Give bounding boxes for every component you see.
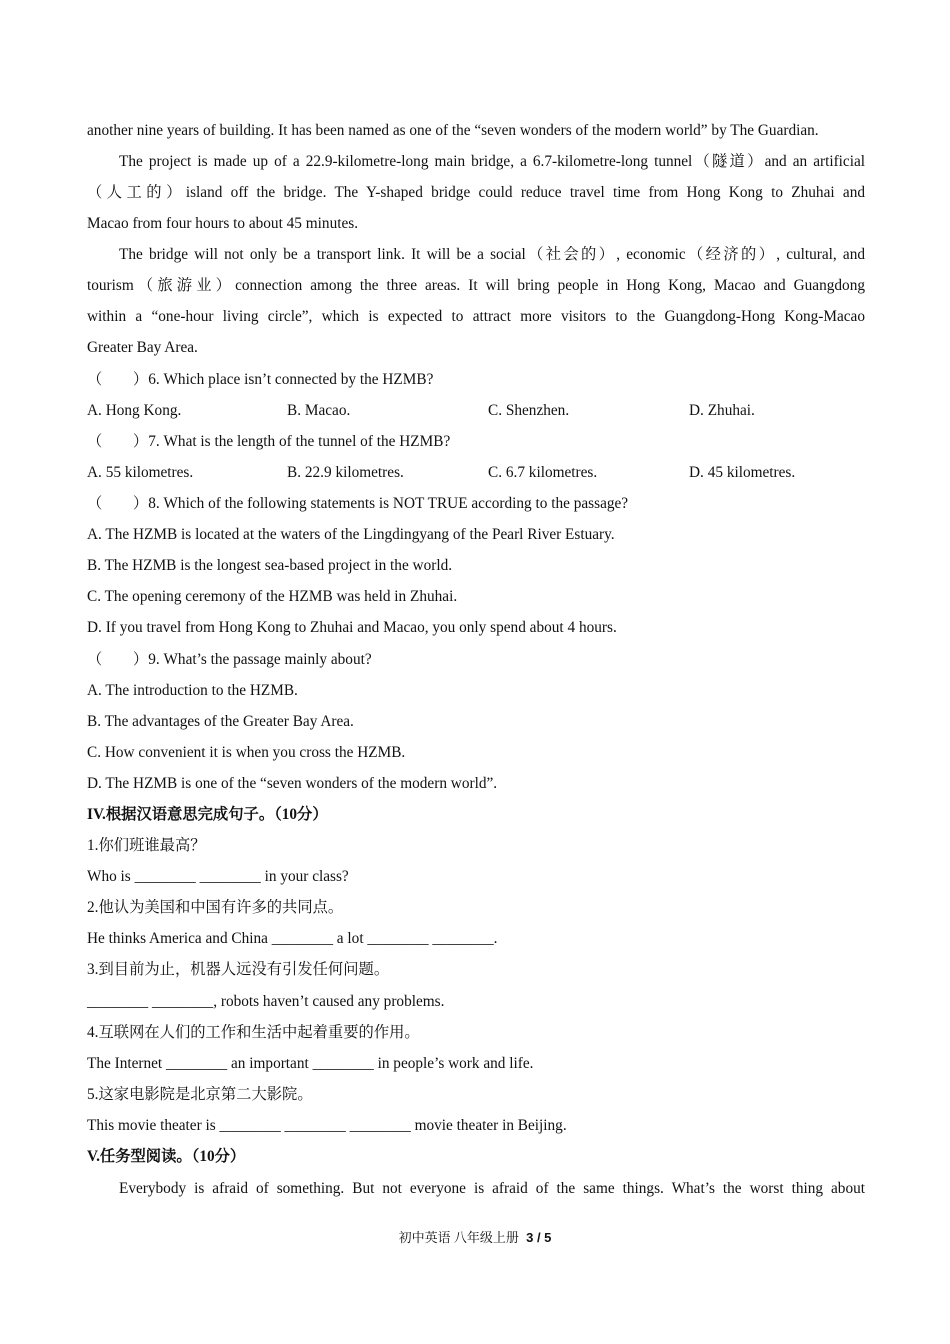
sentence-3-english: ________ ________, robots haven’t caused any problems. xyxy=(87,993,445,1010)
footer-label: 初中英语 八年级上册 xyxy=(398,1230,519,1245)
sentence-2-english: He thinks America and China ________ a lot ________ ________. xyxy=(87,930,498,947)
section-5-heading: V.任务型阅读。（10分） xyxy=(87,1148,246,1165)
passage-line: Macao from four hours to about 45 minutes. xyxy=(87,215,359,232)
option-c: C. 6.7 kilometres. xyxy=(488,464,598,481)
sentence-2-chinese: 2.他认为美国和中国有许多的共同点。 xyxy=(87,899,344,916)
option-b: B. The HZMB is the longest sea-based project in the world. xyxy=(87,557,453,574)
page-footer xyxy=(0,1229,950,1247)
option-a: A. Hong Kong. xyxy=(87,402,182,419)
option-d: D. Zhuhai. xyxy=(689,402,755,419)
passage-line: within a “one-hour living circle”, which is expected to attract more visitors to the Guangdong-Hong Kong-Macao xyxy=(87,308,865,325)
option-d: D. The HZMB is one of the “seven wonders of the modern world”. xyxy=(87,775,498,792)
option-c: C. The opening ceremony of the HZMB was held in Zhuhai. xyxy=(87,588,458,605)
sentence-5-chinese: 5.这家电影院是北京第二大影院。 xyxy=(87,1086,313,1103)
passage-line: another nine years of building. It has been named as one of the “seven wonders of the modern world” by The Guardian. xyxy=(87,122,819,139)
sentence-4-chinese: 4.互联网在人们的工作和生活中起着重要的作用。 xyxy=(87,1024,420,1041)
option-d: D. If you travel from Hong Kong to Zhuhai and Macao, you only spend about 4 hours. xyxy=(87,619,617,636)
sentence-4-english: The Internet ________ an important ________ in people’s work and life. xyxy=(87,1055,534,1072)
passage-paragraph-start: The bridge will not only be a transport link. It will be a social（社会的）, economic（经济的）, cultural, and xyxy=(119,246,865,263)
option-a: A. The introduction to the HZMB. xyxy=(87,682,298,699)
option-c: C. How convenient it is when you cross the HZMB. xyxy=(87,744,406,761)
sentence-3-chinese: 3.到目前为止，机器人远没有引发任何问题。 xyxy=(87,961,390,978)
sentence-1-chinese: 1.你们班谁最高？ xyxy=(87,837,206,854)
sentence-1-english: Who is ________ ________ in your class? xyxy=(87,868,349,885)
option-b: B. 22.9 kilometres. xyxy=(287,464,404,481)
option-b: B. The advantages of the Greater Bay Area. xyxy=(87,713,354,730)
passage-line: Greater Bay Area. xyxy=(87,339,198,356)
page-number: 3 / 5 xyxy=(526,1230,552,1245)
option-d: D. 45 kilometres. xyxy=(689,464,796,481)
section-5-passage-line: Everybody is afraid of something. But not everyone is afraid of the same things. What’s the worst thing about xyxy=(119,1180,865,1197)
sentence-5-english: This movie theater is ________ ________ ________ movie theater in Beijing. xyxy=(87,1117,567,1134)
question-9-stem: （ ）9. What’s the passage mainly about? xyxy=(87,651,372,668)
passage-paragraph-start: The project is made up of a 22.9-kilometre-long main bridge, a 6.7-kilometre-long tunnel（隧道）and an artificial xyxy=(119,153,865,170)
option-b: B. Macao. xyxy=(287,402,351,419)
question-7-stem: （ ）7. What is the length of the tunnel of the HZMB? xyxy=(87,433,451,450)
option-a: A. The HZMB is located at the waters of the Lingdingyang of the Pearl River Estuary. xyxy=(87,526,615,543)
section-4-heading: IV.根据汉语意思完成句子。（10分） xyxy=(87,806,328,823)
passage-line: tourism（旅游业）connection among the three areas. It will bring people in Hong Kong, Macao and Guangdong xyxy=(87,277,865,294)
question-6-stem: （ ）6. Which place isn’t connected by the HZMB? xyxy=(87,371,434,388)
option-a: A. 55 kilometres. xyxy=(87,464,194,481)
option-c: C. Shenzhen. xyxy=(488,402,570,419)
passage-line: （人工的）island off the bridge. The Y-shaped bridge could reduce travel time from Hong Kong to Zhuhai and xyxy=(87,184,865,201)
question-8-stem: （ ）8. Which of the following statements is NOT TRUE according to the passage? xyxy=(87,495,629,512)
